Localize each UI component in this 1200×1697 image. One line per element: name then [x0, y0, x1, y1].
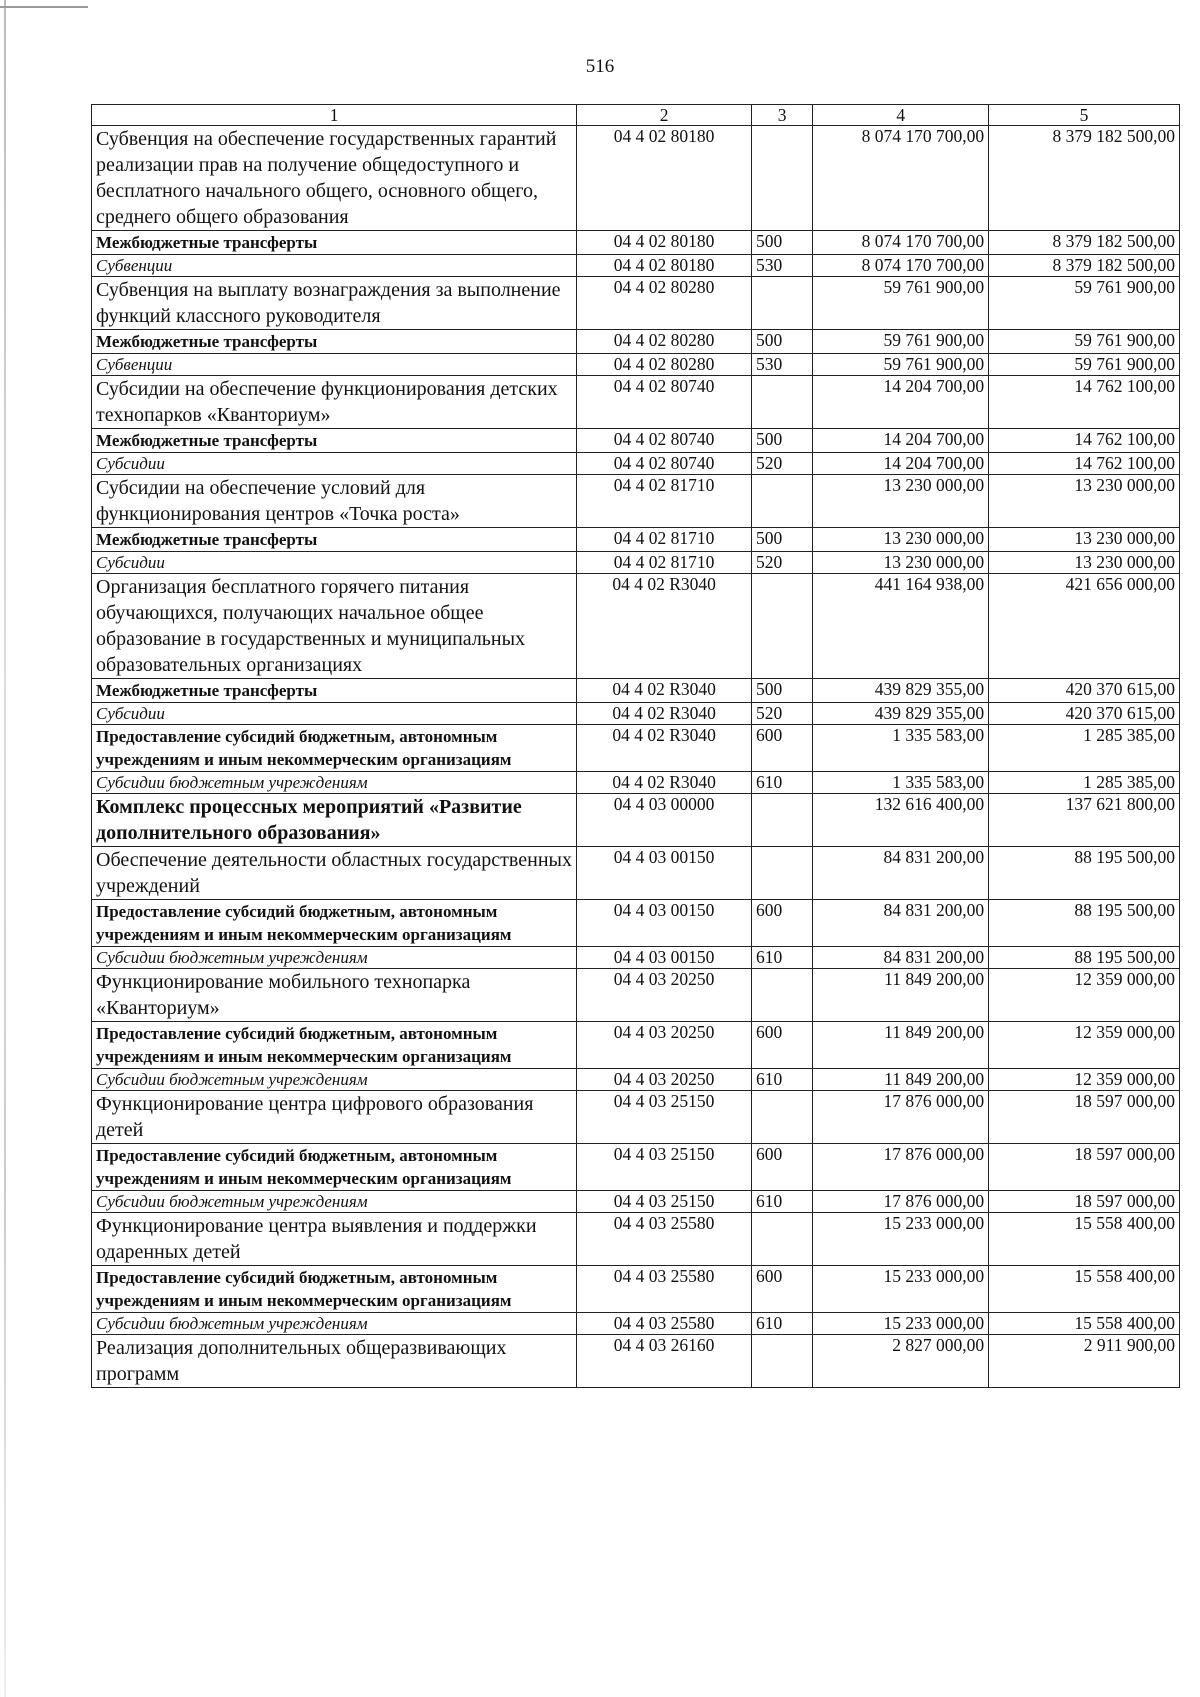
amount-year-1: 8 074 170 700,00 — [813, 126, 989, 231]
amount-year-1: 59 761 900,00 — [813, 354, 989, 376]
amount-year-1: 17 876 000,00 — [813, 1091, 989, 1144]
row-name: Субсидии бюджетным учреждениям — [92, 947, 577, 969]
amount-year-2: 421 656 000,00 — [989, 574, 1180, 679]
amount-year-1: 439 829 355,00 — [813, 679, 989, 703]
row-name: Субсидии — [92, 703, 577, 725]
row-name: Субвенции — [92, 354, 577, 376]
table-row — [92, 376, 1180, 429]
table-row — [92, 574, 1180, 679]
target-article-code: 04 4 03 20250 — [577, 1069, 752, 1091]
amount-year-2: 18 597 000,00 — [989, 1144, 1180, 1191]
amount-year-2: 2 911 900,00 — [989, 1335, 1180, 1388]
target-article-code: 04 4 02 80740 — [577, 429, 752, 453]
table-row — [92, 794, 1180, 847]
amount-year-2: 15 558 400,00 — [989, 1266, 1180, 1313]
table-row — [92, 1091, 1180, 1144]
amount-year-2: 14 762 100,00 — [989, 429, 1180, 453]
expense-type-code — [752, 126, 813, 231]
amount-year-1: 13 230 000,00 — [813, 475, 989, 528]
row-name: Межбюджетные трансферты — [92, 528, 577, 552]
amount-year-2: 18 597 000,00 — [989, 1191, 1180, 1213]
table-row — [92, 1313, 1180, 1335]
target-article-code: 04 4 02 80180 — [577, 255, 752, 277]
table-row — [92, 947, 1180, 969]
target-article-code: 04 4 02 81710 — [577, 528, 752, 552]
amount-year-2: 8 379 182 500,00 — [989, 126, 1180, 231]
column-header: 3 — [752, 105, 813, 126]
expense-type-code: 610 — [752, 1191, 813, 1213]
amount-year-1: 14 204 700,00 — [813, 429, 989, 453]
row-name: Комплекс процессных мероприятий «Развитие дополнительного образования» — [92, 794, 577, 847]
expense-type-code: 610 — [752, 947, 813, 969]
amount-year-2: 420 370 615,00 — [989, 679, 1180, 703]
amount-year-2: 137 621 800,00 — [989, 794, 1180, 847]
row-name: Предоставление субсидий бюджетным, автономным учреждениям и иным некоммерческим организациям — [92, 725, 577, 772]
amount-year-2: 14 762 100,00 — [989, 376, 1180, 429]
row-name: Субсидии на обеспечение функционирования детских технопарков «Кванториум» — [92, 376, 577, 429]
row-name: Субсидии на обеспечение условий для функционирования центров «Точка роста» — [92, 475, 577, 528]
row-name: Межбюджетные трансферты — [92, 330, 577, 354]
target-article-code: 04 4 03 20250 — [577, 1022, 752, 1069]
row-name: Межбюджетные трансферты — [92, 231, 577, 255]
amount-year-2: 8 379 182 500,00 — [989, 231, 1180, 255]
target-article-code: 04 4 03 00150 — [577, 947, 752, 969]
amount-year-2: 88 195 500,00 — [989, 947, 1180, 969]
amount-year-2: 12 359 000,00 — [989, 969, 1180, 1022]
table-row — [92, 1069, 1180, 1091]
expense-type-code — [752, 475, 813, 528]
amount-year-2: 59 761 900,00 — [989, 277, 1180, 330]
target-article-code: 04 4 03 25150 — [577, 1144, 752, 1191]
table-row — [92, 679, 1180, 703]
amount-year-2: 12 359 000,00 — [989, 1069, 1180, 1091]
target-article-code: 04 4 02 80280 — [577, 277, 752, 330]
row-name: Предоставление субсидий бюджетным, автономным учреждениям и иным некоммерческим организациям — [92, 1022, 577, 1069]
table-row — [92, 772, 1180, 794]
amount-year-1: 15 233 000,00 — [813, 1266, 989, 1313]
column-header: 5 — [989, 105, 1180, 126]
row-name: Субвенции — [92, 255, 577, 277]
expense-type-code: 600 — [752, 725, 813, 772]
target-article-code: 04 4 02 R3040 — [577, 703, 752, 725]
amount-year-1: 17 876 000,00 — [813, 1144, 989, 1191]
amount-year-2: 13 230 000,00 — [989, 552, 1180, 574]
row-name: Функционирование центра цифрового образования детей — [92, 1091, 577, 1144]
amount-year-1: 1 335 583,00 — [813, 772, 989, 794]
column-header: 2 — [577, 105, 752, 126]
row-name: Предоставление субсидий бюджетным, автономным учреждениям и иным некоммерческим организациям — [92, 900, 577, 947]
column-header: 4 — [813, 105, 989, 126]
header-row — [92, 105, 1180, 126]
table-row — [92, 1213, 1180, 1266]
column-header: 1 — [92, 105, 577, 126]
amount-year-1: 11 849 200,00 — [813, 1022, 989, 1069]
table-row — [92, 1022, 1180, 1069]
target-article-code: 04 4 03 26160 — [577, 1335, 752, 1388]
row-name: Субсидии бюджетным учреждениям — [92, 1191, 577, 1213]
expense-type-code: 530 — [752, 354, 813, 376]
amount-year-1: 8 074 170 700,00 — [813, 231, 989, 255]
amount-year-1: 59 761 900,00 — [813, 330, 989, 354]
target-article-code: 04 4 03 25150 — [577, 1191, 752, 1213]
amount-year-1: 84 831 200,00 — [813, 947, 989, 969]
amount-year-1: 84 831 200,00 — [813, 847, 989, 900]
expense-type-code: 600 — [752, 900, 813, 947]
amount-year-2: 8 379 182 500,00 — [989, 255, 1180, 277]
amount-year-2: 1 285 385,00 — [989, 725, 1180, 772]
amount-year-1: 84 831 200,00 — [813, 900, 989, 947]
expense-type-code — [752, 277, 813, 330]
amount-year-1: 17 876 000,00 — [813, 1191, 989, 1213]
expense-type-code: 610 — [752, 1313, 813, 1335]
row-name: Субсидии бюджетным учреждениям — [92, 1069, 577, 1091]
row-name: Организация бесплатного горячего питания обучающихся, получающих начальное общее образование в государственных и муниципальных образовательных организациях — [92, 574, 577, 679]
amount-year-1: 13 230 000,00 — [813, 528, 989, 552]
expense-type-code — [752, 1091, 813, 1144]
table-row — [92, 725, 1180, 772]
expense-type-code: 600 — [752, 1266, 813, 1313]
table-row — [92, 429, 1180, 453]
table-row — [92, 552, 1180, 574]
expense-type-code: 520 — [752, 703, 813, 725]
table-row — [92, 126, 1180, 231]
row-name: Субвенция на обеспечение государственных гарантий реализации прав на получение общедоступного и бесплатного начального общего, основного общего, среднего общего образования — [92, 126, 577, 231]
target-article-code: 04 4 03 25580 — [577, 1313, 752, 1335]
row-name: Субвенция на выплату вознаграждения за выполнение функций классного руководителя — [92, 277, 577, 330]
row-name: Субсидии бюджетным учреждениям — [92, 1313, 577, 1335]
target-article-code: 04 4 03 20250 — [577, 969, 752, 1022]
amount-year-1: 8 074 170 700,00 — [813, 255, 989, 277]
target-article-code: 04 4 02 80180 — [577, 231, 752, 255]
amount-year-2: 12 359 000,00 — [989, 1022, 1180, 1069]
target-article-code: 04 4 02 80280 — [577, 330, 752, 354]
table-row — [92, 453, 1180, 475]
amount-year-2: 15 558 400,00 — [989, 1213, 1180, 1266]
amount-year-1: 132 616 400,00 — [813, 794, 989, 847]
expense-type-code: 500 — [752, 528, 813, 552]
amount-year-2: 15 558 400,00 — [989, 1313, 1180, 1335]
table-row — [92, 528, 1180, 552]
table-row — [92, 277, 1180, 330]
target-article-code: 04 4 03 00000 — [577, 794, 752, 847]
expense-type-code — [752, 376, 813, 429]
row-name: Обеспечение деятельности областных государственных учреждений — [92, 847, 577, 900]
target-article-code: 04 4 03 25580 — [577, 1213, 752, 1266]
expense-type-code: 520 — [752, 453, 813, 475]
row-name: Межбюджетные трансферты — [92, 679, 577, 703]
target-article-code: 04 4 02 81710 — [577, 552, 752, 574]
table-row — [92, 900, 1180, 947]
expense-type-code: 520 — [752, 552, 813, 574]
amount-year-1: 439 829 355,00 — [813, 703, 989, 725]
target-article-code: 04 4 02 80740 — [577, 453, 752, 475]
table-row — [92, 1191, 1180, 1213]
amount-year-1: 13 230 000,00 — [813, 552, 989, 574]
table-row — [92, 330, 1180, 354]
expense-type-code — [752, 1213, 813, 1266]
row-name: Субсидии — [92, 453, 577, 475]
expense-type-code: 610 — [752, 1069, 813, 1091]
scan-edge — [0, 0, 92, 1697]
expense-type-code: 500 — [752, 429, 813, 453]
amount-year-2: 13 230 000,00 — [989, 528, 1180, 552]
target-article-code: 04 4 02 80180 — [577, 126, 752, 231]
target-article-code: 04 4 02 R3040 — [577, 725, 752, 772]
target-article-code: 04 4 02 R3040 — [577, 772, 752, 794]
amount-year-2: 59 761 900,00 — [989, 330, 1180, 354]
amount-year-1: 14 204 700,00 — [813, 376, 989, 429]
expense-type-code: 500 — [752, 679, 813, 703]
table-row — [92, 969, 1180, 1022]
row-name: Межбюджетные трансферты — [92, 429, 577, 453]
expense-type-code: 500 — [752, 231, 813, 255]
target-article-code: 04 4 03 00150 — [577, 847, 752, 900]
table-row — [92, 847, 1180, 900]
amount-year-1: 1 335 583,00 — [813, 725, 989, 772]
row-name: Предоставление субсидий бюджетным, автономным учреждениям и иным некоммерческим организациям — [92, 1144, 577, 1191]
table-row — [92, 703, 1180, 725]
row-name: Субсидии — [92, 552, 577, 574]
expense-type-code: 600 — [752, 1022, 813, 1069]
target-article-code: 04 4 02 81710 — [577, 475, 752, 528]
page-number: 516 — [585, 56, 615, 77]
amount-year-2: 88 195 500,00 — [989, 847, 1180, 900]
target-article-code: 04 4 03 25580 — [577, 1266, 752, 1313]
target-article-code: 04 4 02 R3040 — [577, 679, 752, 703]
amount-year-1: 15 233 000,00 — [813, 1213, 989, 1266]
amount-year-2: 18 597 000,00 — [989, 1091, 1180, 1144]
row-name: Функционирование мобильного технопарка «Кванториум» — [92, 969, 577, 1022]
expense-type-code: 530 — [752, 255, 813, 277]
expense-type-code: 600 — [752, 1144, 813, 1191]
expense-type-code: 500 — [752, 330, 813, 354]
amount-year-2: 88 195 500,00 — [989, 900, 1180, 947]
budget-table — [91, 104, 1180, 1388]
expense-type-code — [752, 1335, 813, 1388]
target-article-code: 04 4 02 R3040 — [577, 574, 752, 679]
expense-type-code — [752, 794, 813, 847]
table-row — [92, 354, 1180, 376]
target-article-code: 04 4 02 80740 — [577, 376, 752, 429]
target-article-code: 04 4 02 80280 — [577, 354, 752, 376]
expense-type-code: 610 — [752, 772, 813, 794]
target-article-code: 04 4 03 25150 — [577, 1091, 752, 1144]
table-row — [92, 475, 1180, 528]
amount-year-2: 13 230 000,00 — [989, 475, 1180, 528]
amount-year-2: 1 285 385,00 — [989, 772, 1180, 794]
table-row — [92, 1335, 1180, 1388]
table-row — [92, 1266, 1180, 1313]
row-name: Предоставление субсидий бюджетным, автономным учреждениям и иным некоммерческим организациям — [92, 1266, 577, 1313]
amount-year-1: 15 233 000,00 — [813, 1313, 989, 1335]
expense-type-code — [752, 574, 813, 679]
amount-year-1: 441 164 938,00 — [813, 574, 989, 679]
expense-type-code — [752, 847, 813, 900]
amount-year-1: 59 761 900,00 — [813, 277, 989, 330]
table-row — [92, 255, 1180, 277]
expense-type-code — [752, 969, 813, 1022]
amount-year-1: 11 849 200,00 — [813, 969, 989, 1022]
table-row — [92, 231, 1180, 255]
row-name: Функционирование центра выявления и поддержки одаренных детей — [92, 1213, 577, 1266]
table-row — [92, 1144, 1180, 1191]
row-name: Субсидии бюджетным учреждениям — [92, 772, 577, 794]
row-name: Реализация дополнительных общеразвивающих программ — [92, 1335, 577, 1388]
amount-year-2: 420 370 615,00 — [989, 703, 1180, 725]
amount-year-1: 14 204 700,00 — [813, 453, 989, 475]
amount-year-1: 2 827 000,00 — [813, 1335, 989, 1388]
amount-year-2: 59 761 900,00 — [989, 354, 1180, 376]
amount-year-1: 11 849 200,00 — [813, 1069, 989, 1091]
target-article-code: 04 4 03 00150 — [577, 900, 752, 947]
amount-year-2: 14 762 100,00 — [989, 453, 1180, 475]
